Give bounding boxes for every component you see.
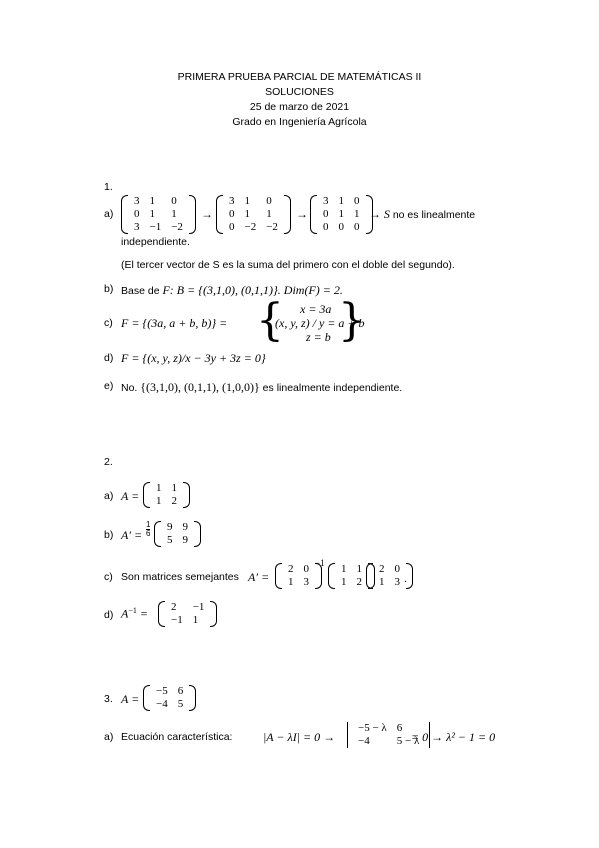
q2d-label: d) — [104, 609, 114, 621]
matrix-cell: 5 − λ — [396, 735, 420, 747]
matrix-cell: 0 — [171, 195, 177, 207]
q3a-math2: = 0 → λ² − 1 = 0 — [411, 730, 496, 744]
matrix-cell: 1 — [341, 563, 347, 575]
matrix-cell: 2 — [171, 601, 177, 613]
q2c-label: c) — [104, 571, 113, 583]
matrix-cell: 1 — [356, 563, 362, 575]
matrix-cell: 1 — [379, 576, 385, 588]
q2a-label: a) — [104, 490, 114, 502]
matrix-cell: 2 — [379, 563, 385, 575]
q1d-math: F = {(x, y, z)/x − 3y + 3z = 0} — [121, 351, 266, 365]
matrix-cell: 2 — [356, 576, 362, 588]
matrix-cell: 9 — [182, 521, 188, 533]
q1c-sys1: x = 3a — [300, 302, 332, 316]
q2d-matrix — [158, 601, 217, 627]
matrix-row — [129, 208, 188, 221]
matrix-cell: −4 — [156, 698, 168, 710]
matrix-cell: −2 — [266, 221, 278, 233]
matrix-cell: 1 — [341, 576, 347, 588]
matrix-cell: 5 — [167, 534, 173, 546]
q3a-label: a) — [104, 731, 114, 743]
q1d-label: d) — [104, 352, 114, 364]
matrix-cell: 0 — [323, 208, 329, 220]
matrix-row — [374, 563, 405, 576]
q2a-matrix — [143, 482, 190, 508]
matrix-cell: 0 — [338, 221, 344, 233]
matrix-cell: 0 — [229, 208, 235, 220]
matrix-cell: −5 − λ — [358, 722, 387, 734]
q1c-set-inner: (x, y, z) / y = a + b — [275, 316, 365, 330]
matrix-cell: 0 — [229, 221, 235, 233]
q1a-matrix-1 — [121, 195, 196, 234]
exam-subtitle: SOLUCIONES — [265, 86, 334, 98]
matrix-row — [318, 208, 365, 221]
q2d-lhs: $A^{-1}$ = — [121, 606, 148, 621]
right-brace: } — [338, 295, 366, 346]
q2b-fraction: $\frac{1}{6}$ — [146, 520, 151, 539]
matrix-cell: 0 — [354, 195, 360, 207]
matrix-cell: 3 — [229, 195, 235, 207]
matrix-cell: 3 — [394, 576, 400, 588]
matrix-cell: 1 — [338, 208, 344, 220]
matrix-cell: 1 — [192, 614, 199, 626]
matrix-cell: −1 — [149, 221, 162, 233]
q1-number: 1. — [104, 181, 113, 193]
q1a-result-cont: independiente. — [121, 236, 190, 248]
q3-matrix — [143, 685, 196, 711]
matrix-cell: 0 — [323, 221, 329, 233]
matrix-cell: 1 — [171, 482, 177, 494]
matrix-cell: 3 — [134, 221, 140, 233]
q2b-matrix — [154, 521, 201, 547]
matrix-row — [151, 482, 182, 495]
q1a-matrix-3 — [310, 195, 373, 234]
matrix-row — [151, 698, 188, 711]
q1a-label: a) — [104, 208, 114, 220]
matrix-cell: 3 — [134, 195, 140, 207]
matrix-row — [224, 208, 283, 221]
matrix-row — [129, 195, 188, 208]
matrix-cell: 6 — [177, 685, 184, 697]
q2b-lhs: A′ = — [121, 528, 143, 542]
matrix-cell: 6 — [396, 722, 403, 734]
matrix-cell: 1 — [338, 195, 344, 207]
exam-date: 25 de marzo de 2021 — [249, 101, 350, 113]
matrix-cell: 0 — [394, 563, 400, 575]
exam-degree: Grado en Ingeniería Agrícola — [232, 116, 367, 128]
matrix-cell: 1 — [156, 482, 162, 494]
q1c-sys3: z = b — [306, 330, 331, 344]
matrix-cell: 2 — [171, 495, 177, 507]
q2-number: 2. — [104, 456, 113, 468]
matrix-row — [224, 195, 283, 208]
matrix-row — [162, 521, 193, 534]
matrix-cell: 1 — [266, 208, 272, 220]
matrix-cell: 1 — [288, 576, 294, 588]
matrix-row — [283, 563, 314, 576]
q1c-label: c) — [104, 317, 113, 329]
matrix-cell: 5 — [177, 698, 184, 710]
q1c-math-left: F = {(3a, a + b, b)} = — [121, 316, 228, 330]
matrix-row — [318, 195, 365, 208]
matrix-row — [129, 221, 188, 234]
matrix-row — [283, 576, 314, 589]
q1a-matrix-2 — [216, 195, 291, 234]
matrix-cell: 0 — [266, 195, 272, 207]
q2a-lhs: A = — [121, 489, 140, 503]
q1a-result: → S no es linealmente — [369, 207, 476, 221]
q3a-text: Ecuación característica: — [121, 731, 233, 743]
left-brace: { — [256, 295, 284, 346]
matrix-row — [166, 614, 209, 627]
q1b-content: Base de F: B = {(3,1,0), (0,1,1)}. Dim(F) = 2. — [121, 283, 343, 297]
matrix-row — [166, 601, 209, 614]
q1b-label: b) — [104, 283, 114, 295]
matrix-cell: 9 — [182, 534, 188, 546]
matrix-cell: 1 — [171, 208, 177, 220]
q1e-content: No. {(3,1,0), (0,1,1), (1,0,0)} es linealmente independiente. — [121, 380, 403, 394]
q1e-label: e) — [104, 380, 114, 392]
q2c-text: Son matrices semejantes — [121, 571, 239, 583]
matrix-cell: 1 — [244, 208, 250, 220]
matrix-row — [224, 221, 283, 234]
q2c-inverse-exp: −1 — [315, 558, 325, 568]
q2c-end: . — [404, 571, 407, 585]
matrix-cell: −5 — [156, 685, 168, 697]
matrix-cell: 3 — [323, 195, 329, 207]
matrix-cell: 1 — [354, 208, 360, 220]
q3a-math1: |A − λI| = 0 → — [263, 730, 336, 744]
matrix-cell: 0 — [134, 208, 140, 220]
matrix-cell: −2 — [171, 221, 183, 233]
matrix-cell: 2 — [288, 563, 294, 575]
matrix-cell: 9 — [167, 521, 173, 533]
q2b-label: b) — [104, 529, 114, 541]
matrix-row — [151, 685, 188, 698]
matrix-row — [374, 576, 405, 589]
q1a-note: (El tercer vector de S es la suma del primero con el doble del segundo). — [121, 259, 455, 271]
matrix-cell: 1 — [149, 208, 155, 220]
matrix-row — [318, 221, 365, 234]
matrix-cell: −1 — [192, 601, 205, 613]
matrix-cell: −2 — [244, 221, 257, 233]
matrix-cell: 1 — [156, 495, 162, 507]
matrix-cell: 1 — [244, 195, 250, 207]
arrow-2: → — [296, 207, 308, 221]
exam-title: PRIMERA PRUEBA PARCIAL DE MATEMÁTICAS II — [177, 71, 422, 83]
matrix-cell: 0 — [303, 563, 309, 575]
q2c-lhs: A′ = — [248, 570, 270, 584]
q3-lhs: A = — [121, 692, 140, 706]
matrix-cell: 0 — [354, 221, 360, 233]
matrix-row — [162, 534, 193, 547]
matrix-row — [336, 576, 367, 589]
matrix-row — [151, 495, 182, 508]
matrix-cell: 3 — [303, 576, 309, 588]
matrix-cell: −1 — [171, 614, 183, 626]
matrix-row — [336, 563, 367, 576]
matrix-cell: −4 — [358, 735, 370, 747]
q3-number: 3. — [104, 693, 113, 705]
matrix-cell: 1 — [149, 195, 155, 207]
arrow-1: → — [201, 207, 213, 221]
